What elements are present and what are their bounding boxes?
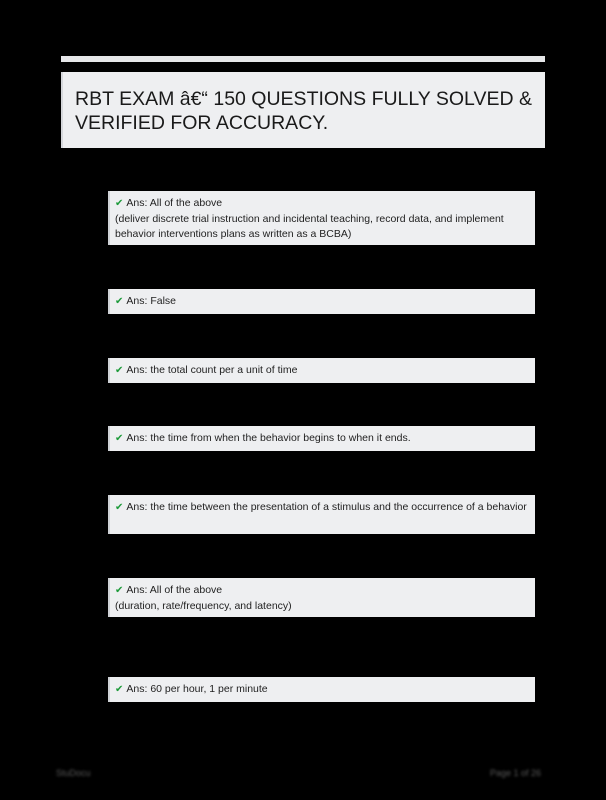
answer-box-2 bbox=[108, 289, 535, 314]
answer-detail: (duration, rate/frequency, and latency) bbox=[115, 599, 292, 612]
answer-box-6 bbox=[108, 578, 535, 617]
answer-detail: (deliver discrete trial instruction and incidental teaching, record data, and implement behavior interventions plans as written as a BCBA) bbox=[115, 212, 504, 240]
answer-text: Ans: All of the above bbox=[126, 197, 223, 209]
answer-text: Ans: the time from when the behavior begins to when it ends. bbox=[126, 432, 411, 444]
answer-text: Ans: All of the above bbox=[126, 584, 223, 596]
answer-box-1 bbox=[108, 191, 535, 245]
page-title: RBT EXAM â€“ 150 QUESTIONS FULLY SOLVED & VERIFIED FOR ACCURACY. bbox=[75, 88, 532, 134]
footer-page-number: Page 1 of 26 bbox=[490, 768, 542, 778]
checkmark-icon: ✔ bbox=[115, 585, 124, 596]
answer-text: Ans: the total count per a unit of time bbox=[126, 364, 298, 376]
title-box bbox=[61, 72, 545, 148]
header-divider bbox=[61, 56, 545, 62]
checkmark-icon: ✔ bbox=[115, 198, 124, 209]
checkmark-icon: ✔ bbox=[115, 433, 124, 444]
answer-box-3 bbox=[108, 358, 535, 383]
checkmark-icon: ✔ bbox=[115, 365, 124, 376]
answer-box-5 bbox=[108, 495, 535, 534]
answer-text: Ans: False bbox=[126, 295, 176, 307]
checkmark-icon: ✔ bbox=[115, 684, 124, 695]
answer-box-4 bbox=[108, 426, 535, 451]
answer-text: Ans: 60 per hour, 1 per minute bbox=[126, 683, 268, 695]
checkmark-icon: ✔ bbox=[115, 502, 124, 513]
answer-box-7 bbox=[108, 677, 535, 702]
footer-brand: StuDocu bbox=[56, 768, 91, 778]
answer-text: Ans: the time between the presentation of a stimulus and the occurrence of a behavior bbox=[126, 501, 527, 513]
checkmark-icon: ✔ bbox=[115, 296, 124, 307]
